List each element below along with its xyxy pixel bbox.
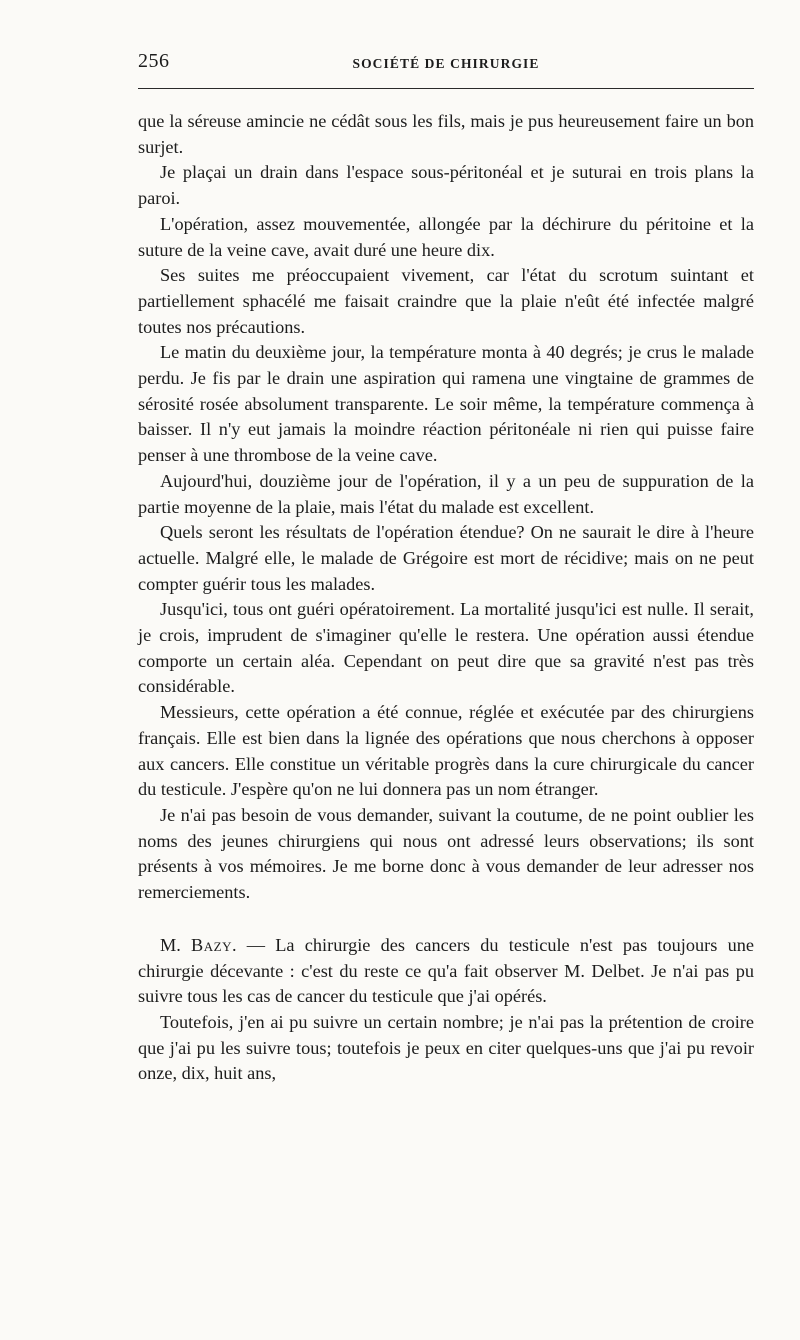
header-rule [138, 88, 754, 89]
paragraph: Le matin du deuxième jour, la température monta à 40 degrés; je crus le malade perdu. Je fis par le drain une aspiration qui ramena une vingtaine de grammes de sérosité rosée absolument transparente. Le soir même, la température commença à baisser. Il n'y eut jamais la moindre réaction péritonéale ni rien qui puisse faire penser à une thrombose de la veine cave. [138, 342, 754, 466]
document-page [138, 50, 754, 1084]
body-text [138, 109, 754, 1087]
speaker-prefix: M. [160, 934, 192, 955]
paragraph: Toutefois, j'en ai pu suivre un certain nombre; je n'ai pas la prétention de croire que j'ai pu les suivre tous; toutefois je peux en citer quelques-uns que j'ai pu revoir onze, dix, huit ans, [138, 1011, 754, 1084]
speaker-suffix: . — [231, 934, 276, 955]
section-gap [138, 906, 754, 933]
paragraph: Quels seront les résultats de l'opération étendue? On ne saurait le dire à l'heure actuelle. Malgré elle, le malade de Grégoire est mort de récidive; mais on ne peut compter guérir tous les malades. [138, 522, 754, 594]
running-title: SOCIÉTÉ DE CHIRURGIE [352, 56, 540, 71]
paragraph: Messieurs, cette opération a été connue, réglée et exécutée par des chirurgiens français. Elle est bien dans la lignée des opérations que nous cherchons à opposer aux cancers. Elle constitue un véritable progrès dans la cure chirurgicale du cancer du testicule. J'espère qu'on ne lui donnera pas un nom étranger. [138, 702, 754, 800]
speaker-paragraph [138, 933, 754, 1010]
speaker-name: Bazy [191, 934, 232, 955]
paragraph: Je plaçai un drain dans l'espace sous-péritonéal et je suturai en trois plans la paroi. [138, 162, 754, 209]
paragraph: Ses suites me préoccupaient vivement, car l'état du scrotum suintant et partiellement sphacélé me faisait craindre que la plaie n'eût été infectée malgré toutes nos précautions. [138, 265, 754, 337]
paragraph: Jusqu'ici, tous ont guéri opératoirement. La mortalité jusqu'ici est nulle. Il serait, je crois, imprudent de s'imaginer qu'elle le restera. Une opération aussi étendue comporte un certain aléa. Cependant on peut dire que sa gravité n'est pas très considérable. [138, 599, 754, 697]
paragraph: Je n'ai pas besoin de vous demander, suivant la coutume, de ne point oublier les noms des jeunes chirurgiens qui nous ont adressé leurs observations; ils sont présents à vos mémoires. Je me borne donc à vous demander de leur adresser nos remerciements. [138, 804, 754, 903]
paragraph: que la séreuse amincie ne cédât sous les fils, mais je pus heureusement faire un bon surjet. [138, 111, 754, 157]
speaker-text: La chirurgie des cancers du testicule n'est pas toujours une chirurgie décevante : c'est du reste ce qu'a fait observer M. Delbet. Je n'ai pas pu suivre tous les cas de cancer du testicule que j'ai opérés. [138, 934, 754, 1007]
page-number: 256 [138, 50, 170, 72]
paragraph: Aujourd'hui, douzième jour de l'opération, il y a un peu de suppuration de la partie moyenne de la plaie, mais l'état du malade est excellent. [138, 470, 754, 517]
page-header [138, 50, 754, 80]
paragraph: L'opération, assez mouvementée, allongée par la déchirure du péritoine et la suture de la veine cave, avait duré une heure dix. [138, 213, 754, 260]
